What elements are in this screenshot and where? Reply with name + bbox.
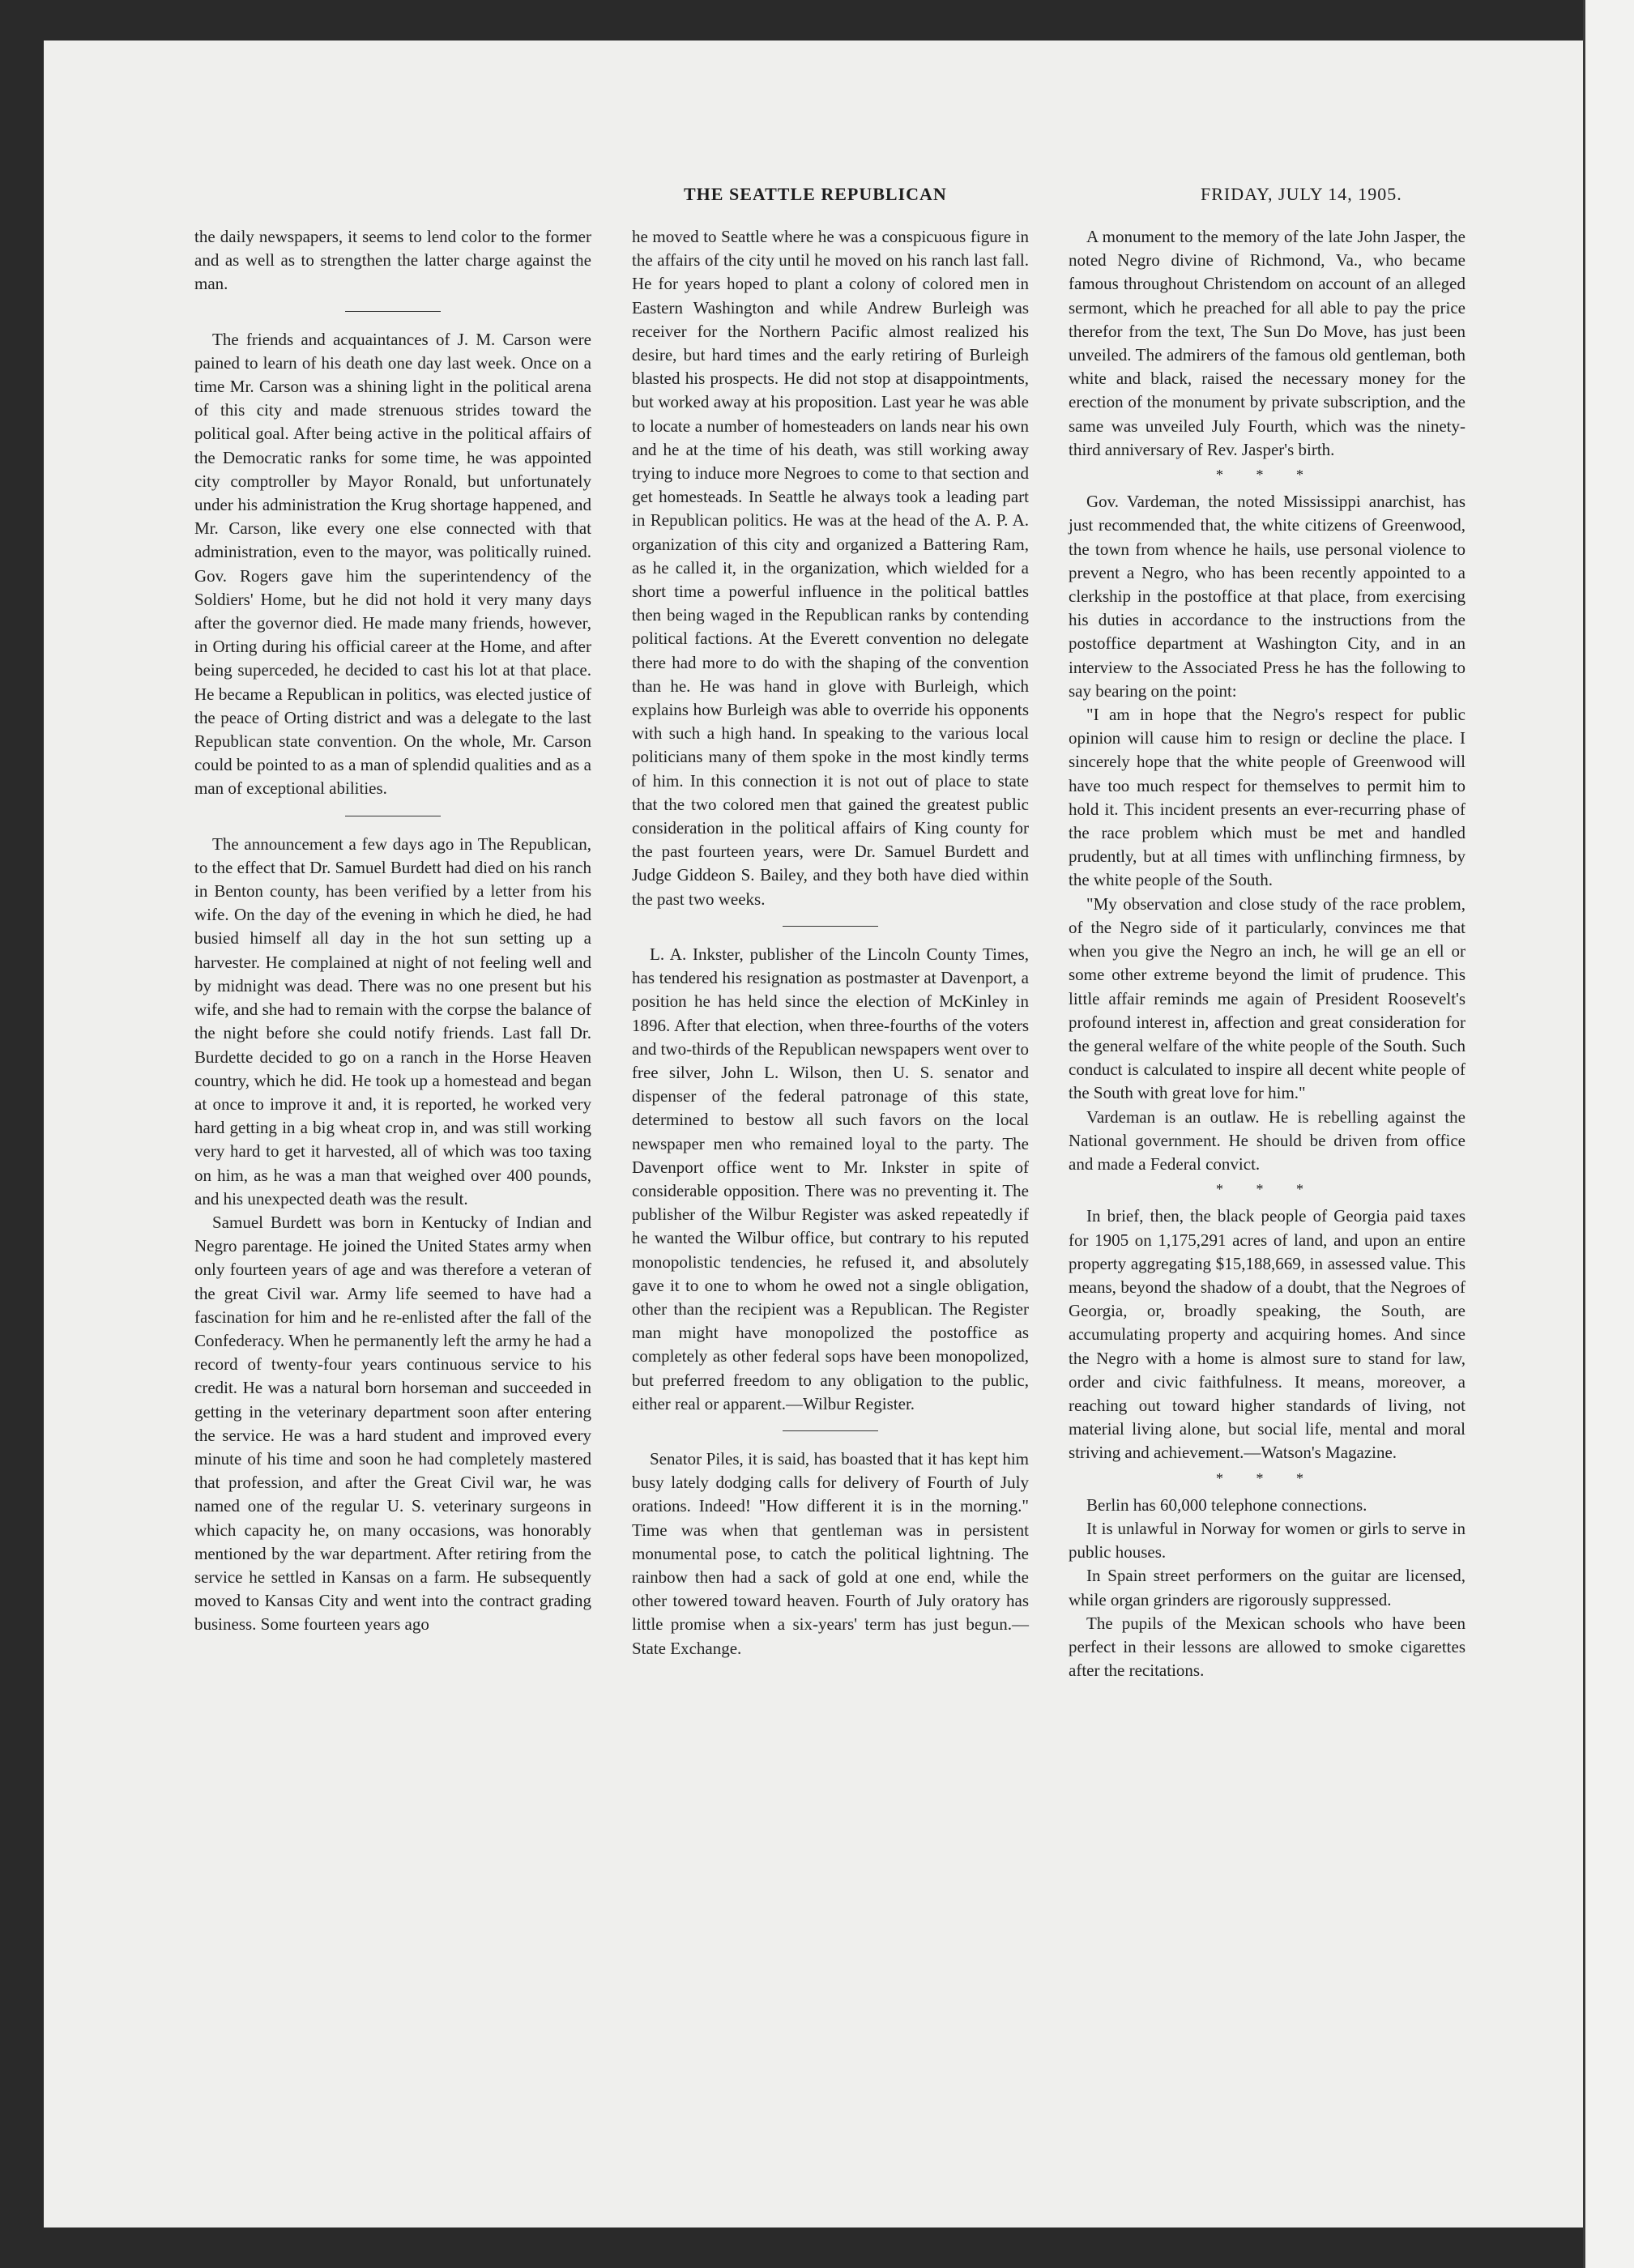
- article-divider: [783, 1430, 878, 1431]
- brief-mexico: The pupils of the Mexican schools who have been perfect in their lessons are allowed to smoke cigarettes after the recitations.: [1069, 1613, 1465, 1681]
- article-burdett-bio: Samuel Burdett was born in Kentucky of Indian and Negro parentage. He joined the United States army when only fourteen years of age and was therefore a veteran of the great Civil war. Army life seemed to have had a fascination for him and he re-enlisted after the fall of the Confederacy. When he permanently left the army he had a record of twenty-four years continuous service to his credit. He was a natural born horseman and succeeded in getting in the veterinary department soon after entering the service. He was a hard student and improved every minute of his time and soon he had completely mastered that profession, and after the Great Civil war, he was named one of the regular U. S. veterinary surgeons in which capacity he, on many occasions, was honorably mentioned by the war department. After retiring from the service he settled in Kansas on a farm. He subsequently moved to Kansas City and went into the contract grading business. Some fourteen years ago: [194, 1212, 591, 1635]
- brief-norway: It is unlawful in Norway for women or girls to serve in public houses.: [1069, 1518, 1465, 1562]
- newspaper-page: [44, 40, 1583, 2228]
- article-georgia-taxes: In brief, then, the black people of Georgia paid taxes for 1905 on 1,175,291 acres of land, and upon an entire property aggregating $15,188,669, in assessed value. This means, beyond the shadow of a doubt, that the Negroes of Georgia, or, broadly speaking, the South, are accumulating property and acquiring homes. And since the Negro with a home is almost sure to stand for law, order and civic faithfulness. It means, moreover, a reaching out toward higher standards of living, not material living alone, but social life, mental and moral striving and achievement.—Watson's Magazine.: [1069, 1206, 1465, 1463]
- issue-date: FRIDAY, JULY 14, 1905.: [1201, 184, 1402, 204]
- section-separator: * * *: [1216, 1181, 1318, 1198]
- article-continuation: the daily newspapers, it seems to lend color to the former and as well as to strengthen the latter charge against the man.: [194, 227, 591, 294]
- section-separator: * * *: [1216, 1469, 1318, 1486]
- newspaper-title: THE SEATTLE REPUBLICAN: [684, 184, 947, 204]
- brief-spain: In Spain street performers on the guitar are licensed, while organ grinders are rigorously suppressed.: [1069, 1566, 1465, 1609]
- column-3: [1069, 225, 1465, 1682]
- article-vardeman: Gov. Vardeman, the noted Mississippi anarchist, has just recommended that, the white citizens of Greenwood, the town from whence he hails, use personal violence to prevent a Negro, who has been recently appointed to a clerkship in the postoffice at that place, from exercising his duties in accordance to the instructions from the postoffice department at Washington City, and in an interview to the Associated Press he has the following to say bearing on the point:: [1069, 492, 1465, 701]
- article-divider: [345, 311, 441, 312]
- article-inkster: L. A. Inkster, publisher of the Lincoln County Times, has tendered his resignation as postmaster at Davenport, a position he has held since the election of McKinley in 1896. After that election, when three-fourths of the voters and two-thirds of the Republican newspapers went over to free silver, John L. Wilson, then U. S. senator and dispenser of the federal patronage of this state, determined to bestow all such favors on the local newspaper men who remained loyal to the party. The Davenport office went to Mr. Inkster in spite of considerable opposition. There was no preventing it. The publisher of the Wilbur Register was asked repeatedly if he wanted the Wilbur office, but contrary to his reputed monopolistic tendencies, he refused it, and absolutely gave it to one to whom he owed not a single obligation, other than the recipient was a Republican. The Register man might have monopolized the postoffice as completely as other federal sops have been monopolized, but preferred freedom to any obligation to the public, either real or apparent.—Wilbur Register.: [632, 944, 1029, 1413]
- article-burdett-continued: he moved to Seattle where he was a conspicuous figure in the affairs of the city until he moved on his ranch last fall. He for years hoped to plant a colony of colored men in Eastern Washington and while Andrew Burleigh was receiver for the Northern Pacific almost realized his desire, but hard times and the early retiring of Burleigh blasted his prospects. He did not stop at disappointments, but worked away at his proposition. Last year he was able to locate a number of homesteaders on lands near his own and he at the time of his death, was still working away trying to induce more Negroes to come to that section and get homesteads. In Seattle he always took a leading part in Republican politics. He was at the head of the A. P. A. organization of this city and organized a Battering Ram, as he called it, in the organization, which wielded for a short time a powerful influence in the political battles then being waged in the Republican ranks by contending political factions. At the Everett convention no delegate there had more to do with the shaping of the convention than he. He was hand in glove with Burleigh, which explains how Burleigh was able to override his opponents with such a high hand. In speaking to the various local politicians many of them spoke in the most kindly terms of him. In this connection it is not out of place to state that the two colored men that gained the greatest public consideration in the political affairs of King county for the past fourteen years, were Dr. Samuel Burdett and Judge Giddeon S. Bailey, and they both have died within the past two weeks.: [632, 227, 1029, 909]
- article-divider: [783, 926, 878, 927]
- vardeman-quote-2: "My observation and close study of the race problem, of the Negro side of it particularly, convinces me that when you give the Negro an inch, he will ge an ell or some other extreme beyond the limit of prudence. This little affair reminds me again of President Roosevelt's profound interest in, affection and great consideration for the general welfare of the white people of the South. Such conduct is calculated to inspire all decent white people of the South with great love for him.": [1069, 893, 1465, 1103]
- article-piles: Senator Piles, it is said, has boasted that it has kept him busy lately dodging calls for delivery of Fourth of July orations. Indeed! "How different it is in the morning." Time was when that gentleman was in persistent monumental pose, to catch the political lightning. The rainbow then had a sack of gold at one end, while the other towered toward heaven. Fourth of July oratory has little promise when a six-years' term has just begun.—State Exchange.: [632, 1448, 1029, 1658]
- brief-berlin: Berlin has 60,000 telephone connections.: [1086, 1494, 1367, 1515]
- column-2: [632, 225, 1029, 1660]
- article-burdett: The announcement a few days ago in The Republican, to the effect that Dr. Samuel Burdett had died on his ranch in Benton county, has been verified by a letter from his wife. On the day of the evening in which he died, he had busied himself all day in the hot sun setting up a harvester. He complained at night of not feeling well and by midnight was dead. There was no one present but his wife, and she had to remain with the corpse the balance of the night before she could notify friends. Last fall Dr. Burdette decided to go on a ranch in the Horse Heaven country, which he did. He took up a homestead and began at once to improve it and, it is reported, he worked very hard getting in a big wheat crop in, and was still working very hard to get it harvested, all of which was too taxing on him, as he was a man that weighed over 400 pounds, and his unexpected death was the result.: [194, 833, 591, 1209]
- vardeman-quote-1: "I am in hope that the Negro's respect for public opinion will cause him to resign or decline the place. I sincerely hope that the white people of Greenwood will have too much respect for themselves to permit him to hold it. This incident presents an ever-recurring phase of the race problem which must be met and handled prudently, but at all times with unflinching firmness, by the white people of the South.: [1069, 705, 1465, 890]
- vardeman-comment: Vardeman is an outlaw. He is rebelling against the National government. He should be driven from office and made a Federal convict.: [1069, 1106, 1465, 1174]
- page-header: [44, 184, 1583, 211]
- column-1: [194, 225, 591, 1637]
- article-carson: The friends and acquaintances of J. M. Carson were pained to learn of his death one day last week. Once on a time Mr. Carson was a shining light in the political arena of this city and made strenuous strides toward the political goal. After being active in the political affairs of the Democratic ranks for some time, he was appointed city comptroller by Mayor Ronald, but unfortunately under his administration the Krug shortage happened, and Mr. Carson, like every one else connected with that administration, even to the mayor, was politically ruined. Gov. Rogers gave him the superintendency of the Soldiers' Home, but he did not hold it very many days after the governor died. He made many friends, however, in Orting during his official career at the Home, and after being superceded, he decided to cast his lot at that place. He became a Republican in politics, was elected justice of the peace of Orting district and was a delegate to the last Republican state convention. On the whole, Mr. Carson could be pointed to as a man of splendid qualities and as a man of exceptional abilities.: [194, 329, 591, 799]
- article-jasper-monument: A monument to the memory of the late John Jasper, the noted Negro divine of Richmond, Va., who became famous throughout Christendom on account of an alleged sermont, which he preached for all able to pay the price therefor from the text, The Sun Do Move, has just been unveiled. The admirers of the famous old gentleman, both white and black, raised the necessary money for the erection of the monument by private subscription, and the same was unveiled July Fourth, which was the ninety-third anniversary of Rev. Jasper's birth.: [1069, 227, 1465, 459]
- section-separator: * * *: [1216, 467, 1318, 484]
- adjacent-page-edge: [1583, 0, 1634, 2268]
